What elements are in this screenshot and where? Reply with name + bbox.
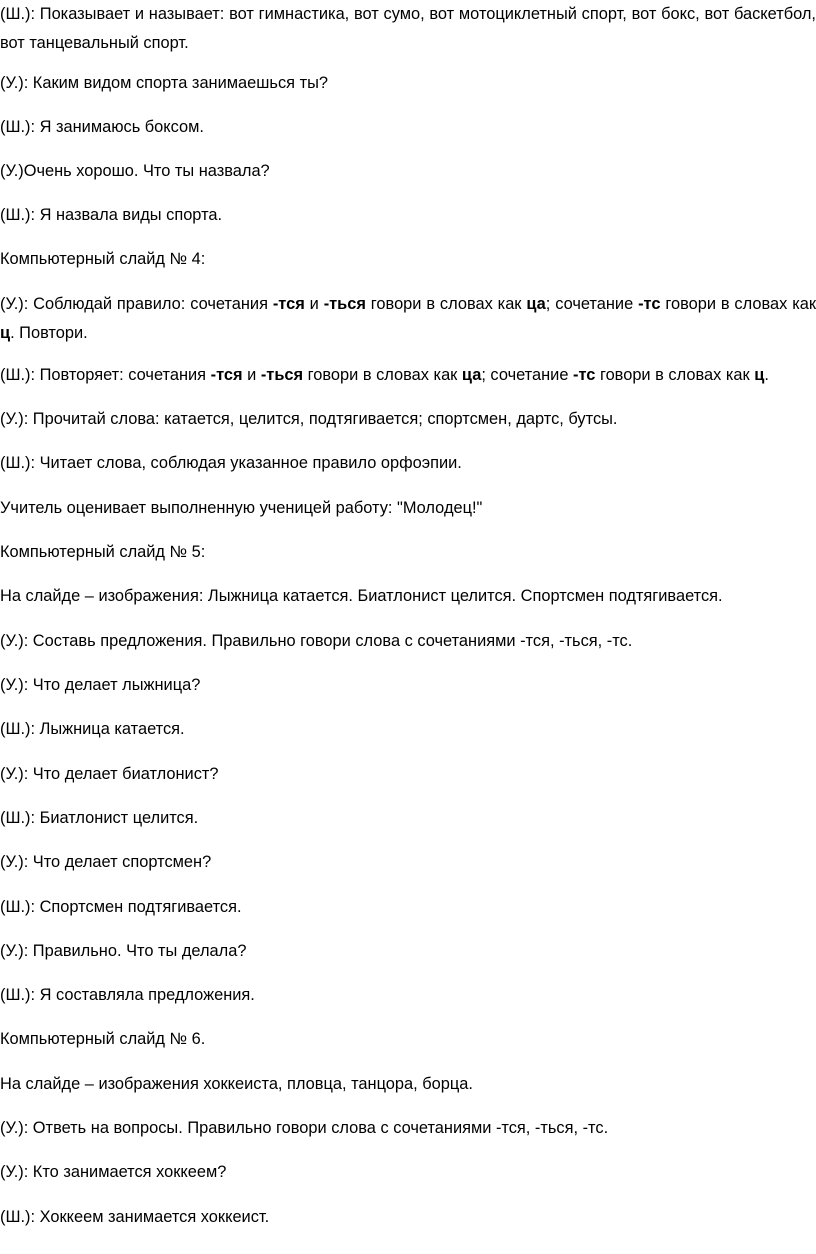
- text-run: (Ш.): Я составляла предложения.: [0, 986, 255, 1004]
- paragraph-6: [0, 245, 816, 274]
- paragraph-23: [0, 1025, 816, 1054]
- paragraph-5: [0, 201, 816, 230]
- paragraph-4: [0, 157, 816, 186]
- text-run: и: [242, 366, 261, 384]
- paragraph-21: [0, 937, 816, 966]
- paragraph-3: [0, 113, 816, 142]
- paragraph-13: [0, 582, 816, 611]
- text-run: (У.): Кто занимается хоккеем?: [0, 1163, 227, 1181]
- text-run: . Повтори.: [10, 324, 88, 342]
- text-run: (Ш.): Я назвала виды спорта.: [0, 206, 223, 224]
- text-run: (Ш.): Лыжница катается.: [0, 720, 185, 738]
- text-run: На слайде – изображения: Лыжница катается. Биатлонист целится. Спортсмен подтягивается.: [0, 587, 723, 605]
- paragraph-1: [0, 0, 816, 58]
- text-run: (Ш.): Показывает и называет: вот гимнастика, вот сумо, вот мотоциклетный спорт, вот бокс, вот баскетбол, вот танцевальный спорт.: [0, 5, 816, 52]
- bold-text-run: -тся: [210, 366, 243, 384]
- text-run: (Ш.): Я занимаюсь боксом.: [0, 118, 204, 136]
- text-run: ; сочетание: [481, 366, 573, 384]
- text-run: (У.)Очень хорошо. Что ты назвала?: [0, 162, 270, 180]
- bold-text-run: -ться: [260, 366, 304, 384]
- text-run: говори в словах как: [303, 366, 462, 384]
- text-run: (У.): Каким видом спорта занимаешься ты?: [0, 74, 328, 92]
- paragraph-12: [0, 538, 816, 567]
- text-run: говори в словах как: [660, 295, 816, 313]
- text-run: (Ш.): Хоккеем занимается хоккеист.: [0, 1208, 270, 1226]
- paragraph-18: [0, 804, 816, 833]
- paragraph-17: [0, 760, 816, 789]
- text-run: (У.): Прочитай слова: катается, целится, подтягивается; спортсмен, дартс, бутсы.: [0, 410, 618, 428]
- text-run: (Ш.): Спортсмен подтягивается.: [0, 898, 242, 916]
- text-run: говори в словах как: [595, 366, 755, 384]
- text-run: говори в словах как: [365, 295, 527, 313]
- text-run: (У.): Что делает лыжница?: [0, 676, 201, 694]
- text-run: (У.): Правильно. Что ты делала?: [0, 942, 247, 960]
- text-run: Учитель оценивает выполненную ученицей работу: "Молодец!": [0, 499, 483, 517]
- text-run: (Ш.): Повторяет: сочетания: [0, 366, 211, 384]
- bold-text-run: ц: [0, 324, 11, 342]
- bold-text-run: -тс: [573, 366, 596, 384]
- paragraph-22: [0, 981, 816, 1010]
- bold-text-run: ца: [526, 295, 546, 313]
- text-run: (Ш.): Читает слова, соблюдая указанное правило орфоэпии.: [0, 454, 462, 472]
- paragraph-16: [0, 715, 816, 744]
- text-run: На слайде – изображения хоккеиста, пловца, танцора, борца.: [0, 1075, 473, 1093]
- paragraph-8: [0, 361, 816, 390]
- bold-text-run: ца: [461, 366, 482, 384]
- text-run: Компьютерный слайд № 5:: [0, 543, 206, 561]
- text-run: Компьютерный слайд № 4:: [0, 250, 206, 268]
- text-run: (Ш.): Биатлонист целится.: [0, 809, 199, 827]
- text-run: (У.): Что делает биатлонист?: [0, 765, 219, 783]
- text-run: (У.): Составь предложения. Правильно говори слова с сочетаниями -тся, -ться, -тс.: [0, 632, 633, 650]
- text-run: (У.): Ответь на вопросы. Правильно говори слова с сочетаниями -тся, -ться, -тс.: [0, 1119, 609, 1137]
- text-run: Компьютерный слайд № 6.: [0, 1030, 206, 1048]
- text-run: (У.): Что делает спортсмен?: [0, 853, 212, 871]
- paragraph-26: [0, 1158, 816, 1187]
- text-run: и: [304, 295, 324, 313]
- bold-text-run: -ться: [323, 295, 366, 313]
- text-run: .: [764, 366, 769, 384]
- bold-text-run: -тся: [272, 295, 305, 313]
- paragraph-9: [0, 405, 816, 434]
- paragraph-19: [0, 848, 816, 877]
- paragraph-10: [0, 449, 816, 478]
- paragraph-15: [0, 671, 816, 700]
- paragraph-20: [0, 893, 816, 922]
- bold-text-run: ц: [754, 366, 765, 384]
- paragraph-24: [0, 1070, 816, 1099]
- paragraph-7: [0, 290, 816, 348]
- paragraph-14: [0, 627, 816, 656]
- paragraph-2: [0, 69, 816, 98]
- bold-text-run: -тс: [638, 295, 661, 313]
- text-run: ; сочетание: [545, 295, 639, 313]
- paragraph-25: [0, 1114, 816, 1143]
- paragraph-27: [0, 1203, 816, 1232]
- paragraph-11: [0, 494, 816, 523]
- text-run: (У.): Соблюдай правило: сочетания: [0, 295, 273, 313]
